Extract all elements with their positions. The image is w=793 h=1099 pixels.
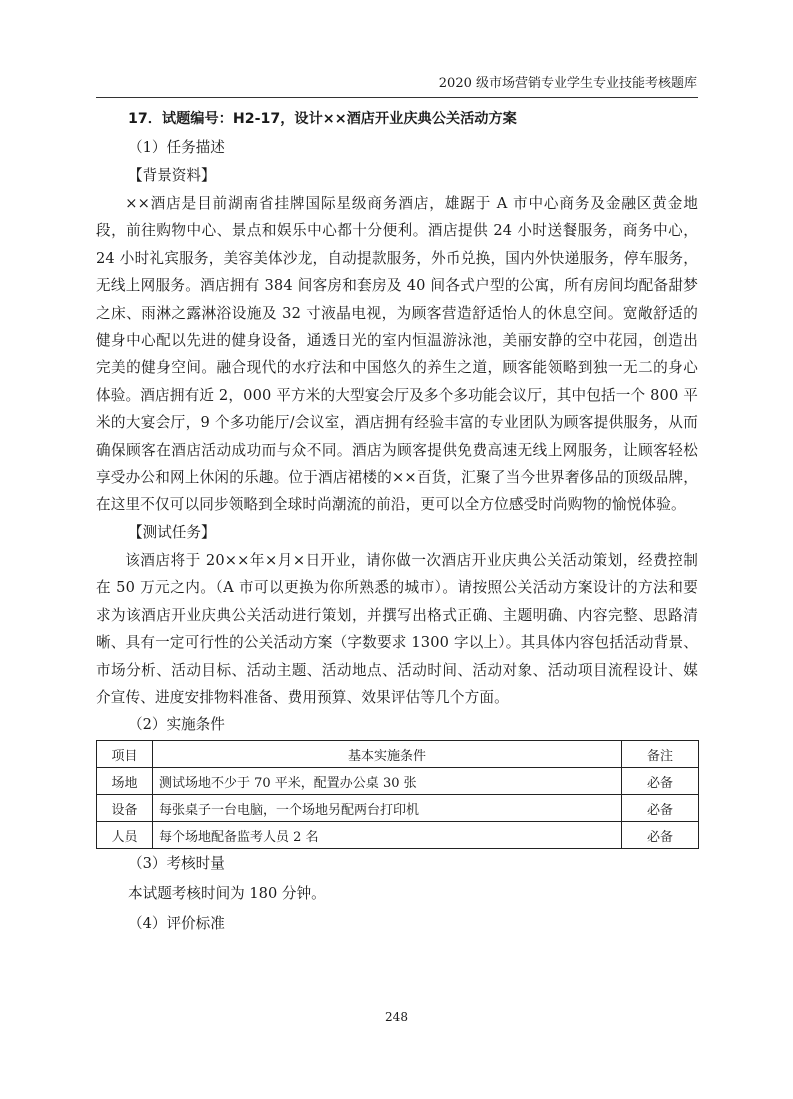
header-rule	[96, 97, 698, 98]
table-cell: 测试场地不少于 70 平米，配置办公桌 30 张	[153, 768, 622, 795]
table-row	[97, 822, 699, 849]
conditions-table	[96, 740, 699, 849]
table-cell: 必备	[622, 822, 699, 849]
evaluation-heading: （4）评价标准	[128, 915, 225, 933]
table-header-cell: 基本实施条件	[153, 741, 622, 768]
conditions-heading: （2）实施条件	[128, 716, 225, 734]
background-paragraph: ××酒店是目前湖南省挂牌国际星级商务酒店，雄踞于 A 市中心商务及金融区黄金地段，前往购物中心、景点和娱乐中心都十分便利。酒店提供 24 小时送餐服务，商务中心，24 小时礼宾服务，美容美体沙龙，自动提款服务，外币兑换，国内外快递服务，停车服务，无线上网服务。酒店拥有 384 间客房和套房及 40 间各式户型的公寓，所有房间均配备甜梦之床、雨淋之露淋浴设施及 32 寸液晶电视，为顾客营造舒适怡人的休息空间。宽敞舒适的健身中心配以先进的健身设备，通透日光的室内恒温游泳池，美丽安静的空中花园，创造出完美的健身空间。融合现代的水疗法和中国悠久的养生之道，顾客能领略到独一无二的身心体验。酒店拥有近 2，000 平方米的大型宴会厅及多个多功能会议厅，其中包括一个 800 平米的大宴会厅，9 个多功能厅/会议室，酒店拥有经验丰富的专业团队为顾客提供服务，从而确保顾客在酒店活动成功而与众不同。酒店为顾客提供免费高速无线上网服务，让顾客轻松享受办公和网上休闲的乐趣。位于酒店裙楼的××百货，汇聚了当今世界奢侈品的顶级品牌，在这里不仅可以同步领略到全球时尚潮流的前沿，更可以全方位感受时尚购物的愉悦体验。	[96, 195, 698, 514]
page-number: 248	[385, 1010, 408, 1024]
test-task-heading: 【测试任务】	[128, 523, 216, 541]
duration-text: 本试题考核时间为 180 分钟。	[128, 885, 326, 903]
table-cell: 设备	[97, 795, 153, 822]
table-header-cell: 项目	[97, 741, 153, 768]
table-header-cell: 备注	[622, 741, 699, 768]
table-cell: 必备	[622, 768, 699, 795]
test-task-paragraph: 该酒店将于 20××年×月×日开业，请你做一次酒店开业庆典公关活动策划，经费控制在 50 万元之内。（A 市可以更换为你所熟悉的城市）。请按照公关活动方案设计的方法和要求为该酒店开业庆典公关活动进行策划，并撰写出格式正确、主题明确、内容完整、思路清晰、具有一定可行性的公关活动方案（字数要求 1300 字以上）。其具体内容包括活动背景、市场分析、活动目标、活动主题、活动地点、活动时间、活动对象、活动项目流程设计、媒介宣传、进度安排物料准备、费用预算、效果评估等几个方面。	[96, 551, 698, 706]
table-header-row	[97, 741, 699, 768]
duration-heading: （3）考核时量	[128, 855, 225, 873]
table-cell: 场地	[97, 768, 153, 795]
document-body	[96, 104, 698, 939]
table-row	[97, 768, 699, 795]
task-description-heading: （1）任务描述	[128, 139, 225, 156]
table-cell: 人员	[97, 822, 153, 849]
page-header: 2020 级市场营销专业学生专业技能考核题库	[438, 76, 697, 91]
table-cell: 必备	[622, 795, 699, 822]
background-heading: 【背景资料】	[128, 167, 216, 184]
table-cell: 每个场地配备监考人员 2 名	[153, 822, 622, 849]
table-cell: 每张桌子一台电脑，一个场地另配两台打印机	[153, 795, 622, 822]
table-row	[97, 795, 699, 822]
question-title: 17．试题编号：H2-17，设计××酒店开业庆典公关活动方案	[128, 111, 517, 127]
